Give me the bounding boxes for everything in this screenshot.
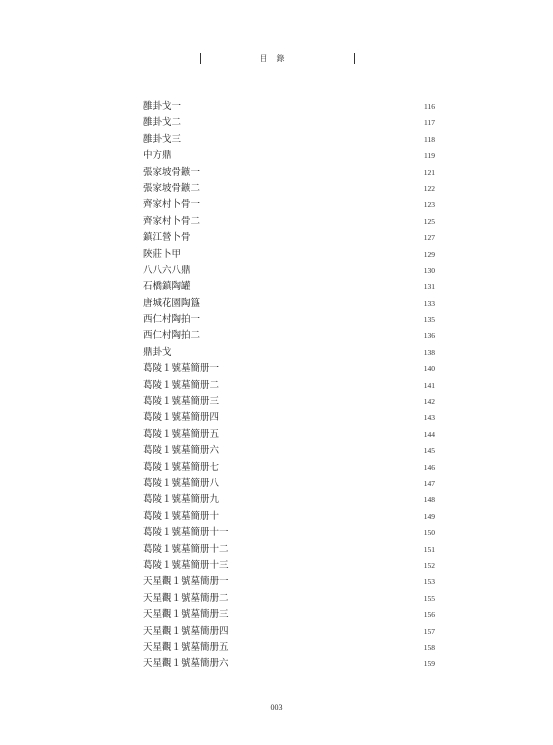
toc-entry	[143, 115, 435, 131]
toc-entry	[143, 460, 435, 476]
toc-entry	[143, 558, 435, 574]
toc-entry-title: 天星觀１號墓簡册五	[143, 641, 229, 653]
table-of-contents	[143, 99, 435, 673]
page-number: 003	[270, 703, 283, 712]
toc-entry-title: 雝卦戈二	[143, 117, 182, 129]
toc-entry-title: 葛陵１號墓簡册三	[143, 396, 220, 408]
toc-entry-page: 123	[423, 200, 435, 210]
toc-entry-page: 143	[423, 413, 435, 423]
toc-entry-title: 西仁村陶拍一	[143, 314, 201, 326]
toc-entry-title: 葛陵１號墓簡册一	[143, 363, 220, 375]
toc-entry-page: 119	[424, 151, 435, 161]
toc-entry	[143, 361, 435, 377]
toc-entry-title: 鼎卦戈	[143, 346, 172, 358]
toc-entry	[143, 279, 435, 295]
toc-entry-page: 157	[423, 626, 435, 636]
toc-entry-title: 齊家村卜骨一	[143, 199, 201, 211]
toc-entry	[143, 214, 435, 230]
toc-entry-title: 西仁村陶拍二	[143, 330, 201, 342]
toc-entry-page: 152	[423, 560, 435, 570]
toc-entry-title: 葛陵１號墓簡册四	[143, 412, 220, 424]
toc-entry	[143, 165, 435, 181]
toc-entry-title: 天星觀１號墓簡册二	[143, 592, 229, 604]
toc-entry-page: 136	[423, 331, 435, 341]
toc-entry-title: 葛陵１號墓簡册二	[143, 379, 220, 391]
toc-entry-page: 156	[423, 610, 435, 620]
toc-entry	[143, 427, 435, 443]
toc-entry-page: 149	[423, 511, 435, 521]
toc-entry-title: 天星觀１號墓簡册三	[143, 609, 229, 621]
toc-entry-page: 127	[423, 233, 435, 243]
toc-entry-title: 葛陵１號墓簡册十	[143, 510, 220, 522]
toc-entry	[143, 148, 435, 164]
toc-entry	[143, 197, 435, 213]
toc-entry-title: 張家坡骨鏃一	[143, 166, 201, 178]
toc-entry-page: 130	[423, 265, 435, 275]
toc-entry-title: 葛陵１號墓簡册十二	[143, 543, 229, 555]
toc-entry-title: 石橋鎮陶罐	[143, 281, 191, 293]
toc-entry-title: 天星觀１號墓簡册四	[143, 625, 229, 637]
toc-entry	[143, 312, 435, 328]
toc-entry	[143, 263, 435, 279]
toc-entry-page: 142	[423, 397, 435, 407]
toc-entry-page: 138	[423, 347, 435, 357]
toc-entry	[143, 99, 435, 115]
toc-entry	[143, 492, 435, 508]
toc-entry-page: 155	[423, 593, 435, 603]
toc-entry-title: 葛陵１號墓簡册十三	[143, 559, 229, 571]
toc-entry-page: 122	[423, 183, 435, 193]
toc-entry-page: 158	[423, 642, 435, 652]
toc-entry	[143, 640, 435, 656]
toc-entry	[143, 378, 435, 394]
toc-entry-title: 唐城花園陶簋	[143, 297, 201, 309]
toc-entry	[143, 624, 435, 640]
page-title: 目錄	[259, 54, 294, 63]
toc-entry-page: 116	[424, 102, 435, 111]
toc-entry	[143, 345, 435, 361]
toc-entry-page: 129	[423, 249, 435, 259]
toc-entry	[143, 542, 435, 558]
toc-entry-title: 八八六八鼎	[143, 264, 191, 276]
toc-entry-page: 150	[423, 528, 435, 538]
toc-entry-page: 146	[423, 462, 435, 472]
toc-entry-page: 125	[423, 216, 435, 226]
toc-entry-title: 鎮江營卜骨	[143, 232, 191, 244]
toc-entry-page: 131	[423, 282, 435, 292]
running-header	[0, 52, 553, 68]
toc-entry-title: 天星觀１號墓簡册一	[143, 576, 229, 588]
toc-entry-title: 葛陵１號墓簡册十一	[143, 527, 229, 539]
header-rule-right	[354, 53, 355, 64]
toc-entry	[143, 607, 435, 623]
toc-entry	[143, 328, 435, 344]
toc-entry-page: 151	[423, 544, 435, 554]
toc-entry-title: 齊家村卜骨二	[143, 215, 201, 227]
toc-entry-title: 天星觀１號墓簡册六	[143, 658, 229, 670]
toc-entry-page: 145	[423, 446, 435, 456]
toc-entry	[143, 443, 435, 459]
toc-entry-page: 153	[423, 577, 435, 587]
toc-entry-page: 141	[423, 380, 435, 390]
toc-entry	[143, 509, 435, 525]
toc-entry-page: 140	[423, 364, 435, 374]
toc-entry-page: 135	[423, 315, 435, 325]
toc-entry-title: 中方鼎	[143, 150, 172, 162]
toc-entry-page: 159	[423, 659, 435, 669]
toc-entry	[143, 656, 435, 672]
toc-entry-title: 雝卦戈一	[143, 101, 182, 112]
toc-entry	[143, 476, 435, 492]
toc-entry	[143, 591, 435, 607]
toc-entry-title: 葛陵１號墓簡册八	[143, 477, 220, 489]
toc-entry-title: 陝莊卜甲	[143, 248, 182, 260]
toc-entry-page: 133	[423, 298, 435, 308]
toc-entry	[143, 230, 435, 246]
toc-entry	[143, 181, 435, 197]
toc-entry-page: 144	[423, 429, 435, 439]
toc-entry-title: 葛陵１號墓簡册九	[143, 494, 220, 506]
toc-entry	[143, 574, 435, 590]
toc-entry-title: 雝卦戈三	[143, 133, 182, 145]
toc-entry	[143, 525, 435, 541]
toc-entry	[143, 296, 435, 312]
toc-entry	[143, 410, 435, 426]
toc-entry-title: 葛陵１號墓簡册六	[143, 445, 220, 457]
toc-entry-page: 148	[423, 495, 435, 505]
toc-entry-page: 121	[423, 167, 435, 177]
toc-entry-title: 葛陵１號墓簡册五	[143, 428, 220, 440]
toc-entry-title: 張家坡骨鏃二	[143, 182, 201, 194]
toc-entry-page: 118	[424, 134, 435, 144]
toc-entry	[143, 132, 435, 148]
toc-entry-page: 117	[424, 118, 435, 128]
toc-entry-page: 147	[423, 478, 435, 488]
toc-entry	[143, 247, 435, 263]
toc-entry-title: 葛陵１號墓簡册七	[143, 461, 220, 473]
toc-entry	[143, 394, 435, 410]
